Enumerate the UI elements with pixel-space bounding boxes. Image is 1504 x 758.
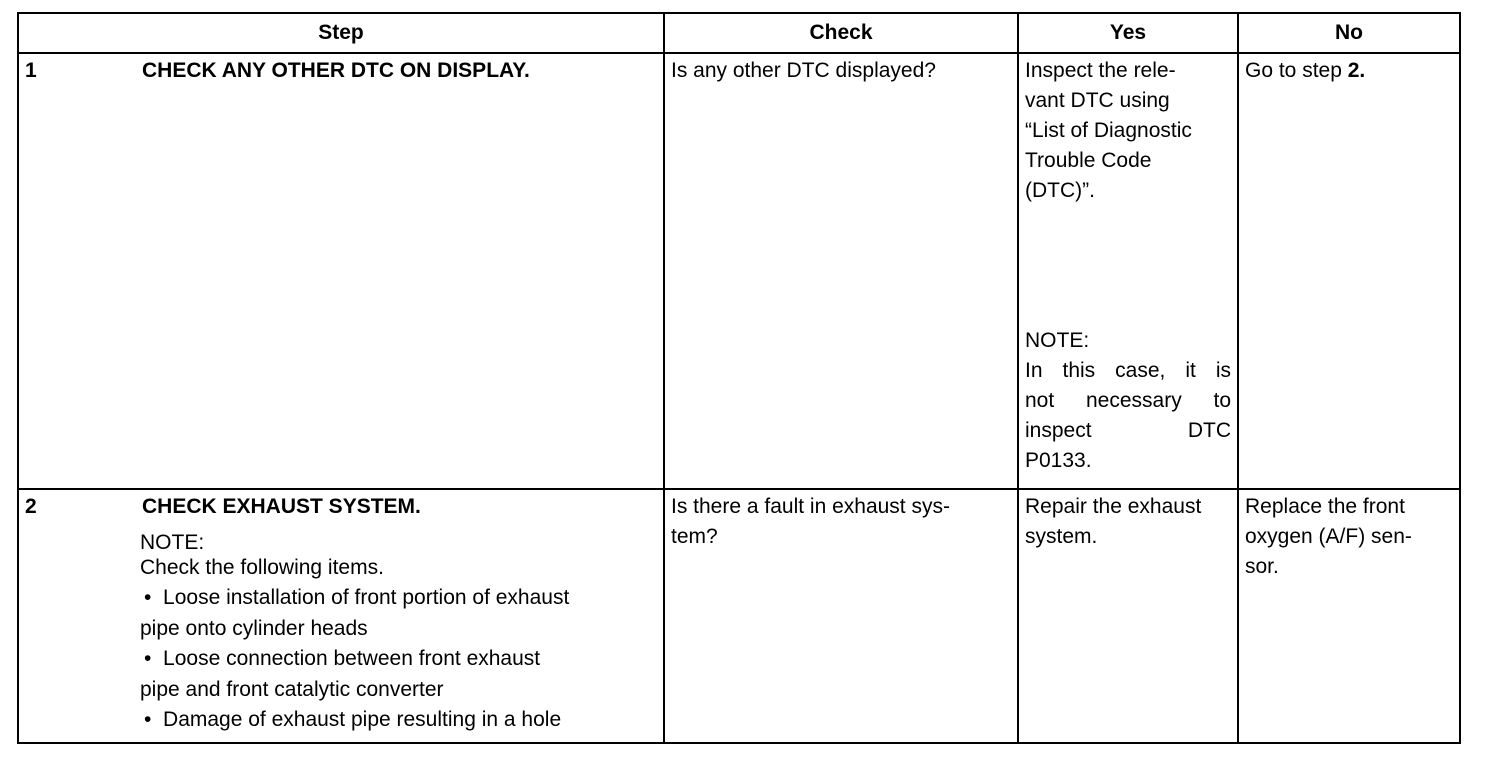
step-note [140,528,660,736]
step-cell [18,489,664,743]
no-cell [1238,53,1460,489]
step-number: 1 [25,59,37,82]
no-line: Replace the front [1245,495,1405,518]
yes-line: Inspect the rele- [1025,59,1176,82]
yes-line: (DTC)”. [1025,179,1095,202]
header-no: No [1238,13,1460,53]
bullet-text: Loose connection between front exhaust [163,647,541,670]
check-line: tem? [671,525,718,548]
bullet-text: pipe onto cylinder heads [140,616,368,640]
note-label: NOTE: [1025,329,1090,352]
note-label: NOTE: [140,531,205,554]
diagnostic-table [17,12,1461,744]
yes-text [1019,54,1237,476]
bullet-text: Damage of exhaust pipe resulting in a hole [163,708,562,731]
step-title: CHECK EXHAUST SYSTEM. [142,495,421,518]
header-yes: Yes [1018,13,1238,53]
yes-line: “List of Diagnostic [1025,119,1192,142]
step-number: 2 [25,495,37,518]
step-title: CHECK ANY OTHER DTC ON DISPLAY. [142,59,530,82]
yes-line: Trouble Code [1025,149,1152,172]
check-line: Is there a fault in exhaust sys- [671,495,950,518]
note-line: not necessary to [1025,389,1231,412]
note-bullet: • Loose installation of front portion of exhaust [144,586,570,609]
yes-text [1019,490,1237,552]
note-line: inspect DTC [1025,419,1231,442]
yes-note [1025,326,1231,476]
check-cell [664,53,1018,489]
no-cell [1238,489,1460,743]
header-row [18,13,1460,53]
yes-cell [1018,53,1238,489]
note-bullet: • Loose connection between front exhaust [144,647,541,670]
note-line: P0133. [1025,449,1092,472]
bullet-text: Loose installation of front portion of exhaust [163,586,570,609]
no-line: oxygen (A/F) sen- [1245,525,1412,548]
table-row [18,489,1460,743]
note-line: In this case, it is [1025,359,1231,382]
check-text: Is any other DTC displayed? [671,59,936,82]
yes-line: system. [1025,525,1098,548]
no-step-ref: 2. [1347,59,1366,82]
yes-line: vant DTC using [1025,89,1170,112]
no-prefix: Go to step [1245,59,1348,82]
no-text [1239,490,1459,582]
note-intro: Check the following items. [140,555,384,579]
table-row [18,53,1460,489]
yes-line: Repair the exhaust [1025,495,1202,518]
note-bullet: • Damage of exhaust pipe resulting in a hole [144,708,562,731]
no-line: sor. [1245,555,1279,578]
header-check: Check [664,13,1018,53]
no-text [1239,54,1459,86]
check-text [665,490,1017,552]
header-step: Step [18,13,664,53]
bullet-text: pipe and front catalytic converter [140,677,444,701]
check-cell [664,489,1018,743]
yes-cell [1018,489,1238,743]
step-cell [18,53,664,489]
